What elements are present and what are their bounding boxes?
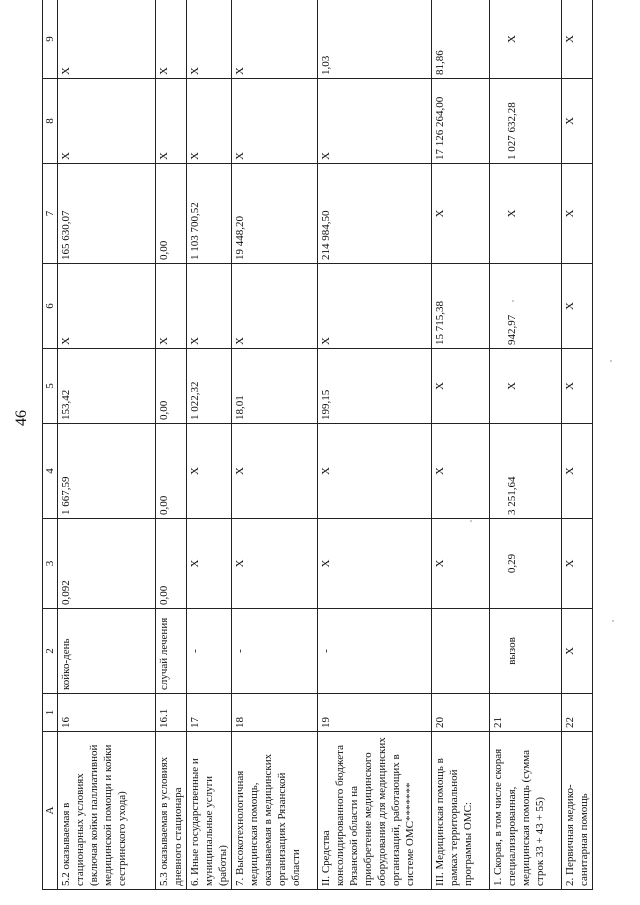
header-cell: 2 [43,609,58,694]
cell-value [490,79,562,164]
cell-value: 81,86 [432,0,490,79]
cell-value [490,424,562,519]
row-number: 16.1 [156,694,187,732]
spacer [491,612,505,690]
spacer [491,3,505,75]
cell-value: Х [562,349,593,424]
table-row [58,0,156,890]
row-label: 5.3 оказываемая в условиях дневного стационара [156,732,187,890]
row-number: 20 [432,694,490,732]
row-number: 22 [562,694,593,732]
cell-value: 1 022,32 [187,349,232,424]
cell-value: Х [562,164,593,264]
cell-value: Х [232,519,318,609]
table-row [187,0,232,890]
cell-unit: Х [562,609,593,694]
header-cell: 4 [43,424,58,519]
row-label: 1. Скорая, в том числе скорая специализированная, медицинская помощь (сумма строк 33 + 43 + 55) [490,732,562,890]
cell-value: Х [562,79,593,164]
cell-value-text: 3 251,64 [506,476,518,515]
cell-value: 0,00 [156,424,187,519]
row-number: 21 [490,694,562,732]
cell-value: Х [187,424,232,519]
header-cell: A [43,732,58,890]
cell-value: 17 126 264,00 [432,79,490,164]
rotated-page [42,0,640,898]
spacer [491,522,505,605]
cell-value: Х [232,424,318,519]
cell-value: Х [432,164,490,264]
cell-value: Х [58,79,156,164]
page-number: 46 [13,410,30,426]
cell-value: Х [562,519,593,609]
cell-unit: - [232,609,318,694]
row-number: 19 [318,694,432,732]
cell-unit [432,609,490,694]
spacer [491,352,505,420]
cell-unit: случай лечения [156,609,187,694]
cell-value-text: 0,29 [506,553,518,574]
cell-value: 19 448,20 [232,164,318,264]
cell-value: 0,00 [156,519,187,609]
row-label: 7. Высокотехнологичная медицинская помощь, оказываемая в медицинских организациях Рязанской области [232,732,318,890]
cell-unit [490,609,562,694]
cell-value: Х [318,79,432,164]
cell-value: Х [187,264,232,349]
table-row [432,0,490,890]
header-cell: 7 [43,164,58,264]
cell-value: Х [187,519,232,609]
cell-value [490,519,562,609]
table-row [490,0,562,890]
cell-value [490,264,562,349]
cell-value: 153,42 [58,349,156,424]
row-number: 17 [187,694,232,732]
cell-unit: койко-день [58,609,156,694]
cell-value: 15 715,38 [432,264,490,349]
header-cell: 8 [43,79,58,164]
cell-value: 0,00 [156,164,187,264]
cell-value: 165 630,07 [58,164,156,264]
financing-table [42,0,593,890]
cell-unit-text: вызов [506,637,518,665]
cell-value-text: Х [506,209,518,218]
cell-value: Х [318,519,432,609]
row-label: 2. Первичная медико-санитарная помощь [562,732,593,890]
row-number: 16 [58,694,156,732]
cell-value: Х [318,264,432,349]
cell-value: 18,01 [232,349,318,424]
header-row [43,0,58,890]
scan-speck [612,620,614,622]
row-label: II. Средства консолидированного бюджета Рязанской области на приобретение медицинского оборудования для медицинских организаций, работающих в системе ОМС******* [318,732,432,890]
cell-value: Х [562,424,593,519]
cell-value: 1 103 700,52 [187,164,232,264]
cell-value: Х [432,519,490,609]
cell-value: Х [232,264,318,349]
cell-value: Х [562,264,593,349]
cell-value: Х [58,264,156,349]
cell-unit: - [187,609,232,694]
cell-value: 214 984,50 [318,164,432,264]
cell-value: 199,15 [318,349,432,424]
cell-value-text: Х [506,382,518,390]
cell-value: Х [58,0,156,79]
spacer [491,167,505,260]
cell-value: 0,00 [156,349,187,424]
cell-value: Х [156,79,187,164]
cell-value [490,349,562,424]
cell-unit: - [318,609,432,694]
cell-value-text: 1 027 632,28 [506,102,518,160]
cell-value [490,164,562,264]
scan-speck [512,300,514,302]
row-label: 5.2 оказываемая в стационарных условиях (включая койки паллиативной медицинской помощи и койки сестринского ухода) [58,732,156,890]
cell-value: Х [156,0,187,79]
cell-value: Х [156,264,187,349]
scan-speck [610,360,612,362]
cell-value: 1,03 [318,0,432,79]
cell-value: 0,092 [58,519,156,609]
header-cell: 9 [43,0,58,79]
cell-value [490,0,562,79]
cell-value: Х [187,79,232,164]
spacer [491,267,505,345]
header-cell: 6 [43,264,58,349]
spacer [491,82,505,160]
cell-value-text: 942,97 [506,314,518,345]
cell-value: 1 667,59 [58,424,156,519]
table-row [232,0,318,890]
row-label: III. Медицинская помощь в рамках территориальной программы ОМС: [432,732,490,890]
table-row [318,0,432,890]
cell-value: Х [232,79,318,164]
row-number: 18 [232,694,318,732]
cell-value-text: Х [506,35,518,43]
cell-value: Х [187,0,232,79]
cell-value: Х [318,424,432,519]
header-cell: 3 [43,519,58,609]
cell-value: Х [432,349,490,424]
cell-value: Х [562,0,593,79]
row-label: 6. Иные государственные и муниципальные услуги (работы) [187,732,232,890]
header-cell: 1 [43,694,58,732]
header-cell: 5 [43,349,58,424]
scan-speck [470,520,472,522]
table-row [156,0,187,890]
table-row [562,0,593,890]
cell-value: Х [232,0,318,79]
spacer [491,427,505,515]
cell-value: Х [432,424,490,519]
